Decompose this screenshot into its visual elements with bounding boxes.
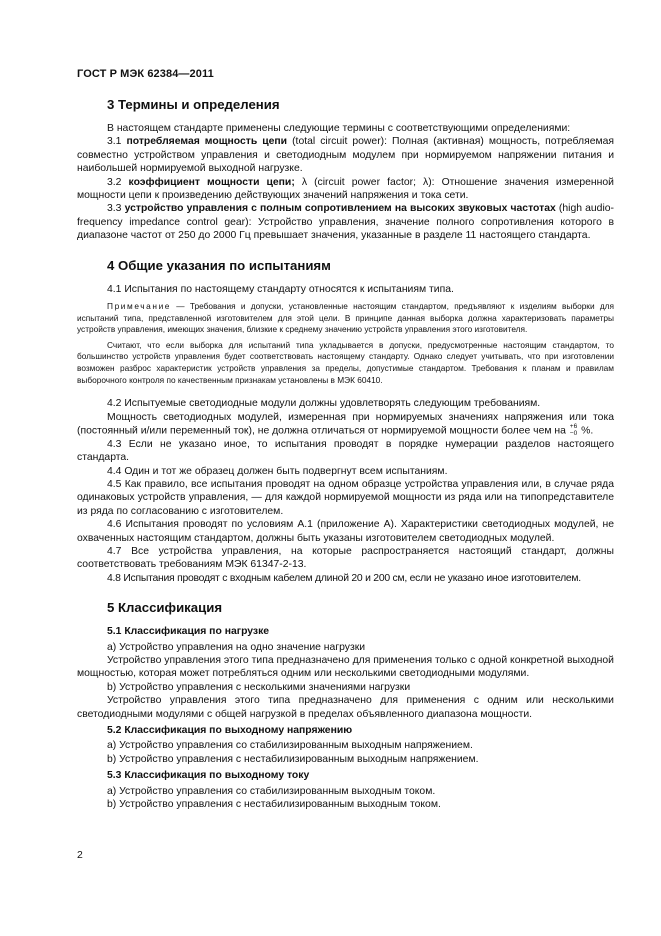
term-3-2-number: 3.2 [107, 176, 122, 188]
clause-4-7: 4.7 Все устройства управления, на которые распространяется настоящий стандарт, должны соответствовать требованиям МЭК 61347-2-13. [77, 545, 614, 571]
term-3-3-term: устройство управления с полным сопротивлением на высоких звуковых частотах [124, 203, 556, 215]
section-3-intro: В настоящем стандарте применены следующие термины с соответствующими определениями: [107, 123, 571, 134]
clause-4-1: 4.1 Испытания по настоящему стандарту относятся к испытаниям типа. [107, 283, 454, 295]
term-3-2 [77, 176, 614, 203]
item-5-1-b-text: Устройство управления этого типа предназначено для применения с одним или несколькими светодиодными модулями с общей нагрузкой в пределах объявленного диапазона мощности. [77, 695, 614, 720]
section-4-heading: 4 Общие указания по испытаниям [107, 257, 331, 273]
clause-4-6: 4.6 Испытания проводят по условиям А.1 (приложение А). Характеристики светодиодных модулей, не охваченных настоящим стандартом, должны быть указаны изготовителем светодиодных модулей. [77, 519, 614, 544]
subsection-5-3-heading: 5.3 Классификация по выходному току [107, 770, 310, 782]
item-5-2-b: b) Устройство управления с нестабилизированным выходным напряжением. [107, 753, 479, 765]
note [77, 301, 614, 336]
term-3-1-number: 3.1 [107, 136, 122, 148]
term-3-2-symbol: λ [301, 176, 308, 188]
note-paragraph-2: Считают, что если выборка для испытаний типа укладывается в допуски, предусмотренные настоящим стандартом, то большинство устройств управления будет соответствовать настоящему стандарту. Однако следует учитывать, что при изготовлении возможен разброс характеристик устройств управления за пределы, допустимые стандартом. Требования к планам и правилам выборочного контроля по качественным признакам установлены в МЭК 60410. [77, 339, 614, 385]
term-3-1 [77, 135, 614, 175]
note-label: Примечание [107, 301, 172, 312]
clause-4-5: 4.5 Как правило, все испытания проводят на одном образце устройства управления или, в случае ряда одинаковых устройств управления, — для каждой нормируемой мощности из ряда или на типопредставителе из ряда по согласованию с изготовителем. [77, 478, 614, 517]
term-3-3 [77, 202, 614, 242]
item-5-3-b: b) Устройство управления с нестабилизированным выходным током. [107, 799, 441, 811]
clause-4-8: 4.8 Испытания проводят с входным кабелем длиной 20 и 200 см, если не указано иное изготовителем. [107, 572, 581, 584]
item-5-2-a: a) Устройство управления со стабилизированным выходным напряжением. [107, 740, 473, 752]
subsection-5-2-heading: 5.2 Классификация по выходному напряжению [107, 725, 353, 736]
section-3-heading: 3 Термины и определения [107, 97, 280, 112]
item-5-3-a: a) Устройство управления со стабилизированным выходным током. [107, 785, 436, 797]
subsection-5-1-heading: 5.1 Классификация по нагрузке [107, 626, 270, 638]
term-3-2-term: коэффициент мощности цепи; [128, 176, 295, 188]
note-text: — Требования и допуски, установленные настоящим стандартом, предъявляют к изделиям выборки для испытаний типа, представленной изготовителем для этой цели. В принципе данная выборка должна характеризовать параметры устройств управления, имеющих значения, близкие к среднему значению устройств управления этого изготовителя. [77, 301, 615, 335]
term-3-1-term: потребляемая мощность цепи [126, 136, 288, 148]
clause-4-2-power-text: Мощность светодиодных модулей, измеренная при нормируемых значениях напряжения или тока (постоянный и/или переменный ток), не должна отличаться от нормируемой мощности более чем на [77, 411, 614, 437]
term-3-3-number: 3.3 [107, 203, 122, 215]
page-number: 2 [77, 850, 83, 861]
term-3-1-definition: (total circuit power): Полная (активная) мощность, потребляемая совместно устройством управления и светодиодным модулем при нормируемом напряжении питания и наибольшей нормируемой выходной нагрузке. [77, 136, 615, 175]
clause-4-2-power [77, 411, 614, 438]
page-content [77, 95, 614, 811]
clause-4-3: 4.3 Если не указано иное, то испытания проводят в порядке нумерации разделов настоящего стандарта. [77, 438, 614, 464]
item-5-1-a-text: Устройство управления этого типа предназначено для применения только с одной конкретной выходной мощностью, которая может потребляться одним или несколькими светодиодными модулями. [77, 654, 614, 680]
section-5-heading: 5 Классификация [107, 600, 223, 616]
clause-4-4: 4.4 Один и тот же образец должен быть подвергнут всем испытаниям. [107, 465, 448, 477]
item-5-1-b: b) Устройство управления с несколькими значениями нагрузки [107, 681, 411, 693]
term-3-2-definition: (circuit power factor; λ): Отношение значения измеренной мощности цепи к произведению действующих значений напряжения и тока сети. [77, 176, 614, 202]
tolerance-lower: −0 [569, 429, 578, 437]
term-3-3-definition: (high audio-frequency impedance control gear): Устройство управления, значение полного сопротивления которого в диапазоне частот от 250 до 2000 Гц превышает значения, указанные в разделе 11 настоящего стандарта. [77, 203, 615, 242]
item-5-1-a: a) Устройство управления на одно значение нагрузки [107, 641, 366, 653]
tolerance-value [570, 424, 577, 437]
document-header: ГОСТ Р МЭК 62384—2011 [77, 68, 214, 80]
tolerance-upper: +6 [569, 423, 578, 431]
clause-4-2: 4.2 Испытуемые светодиодные модули должны удовлетворять следующим требованиям. [107, 398, 541, 410]
tolerance-unit: %. [581, 425, 594, 437]
